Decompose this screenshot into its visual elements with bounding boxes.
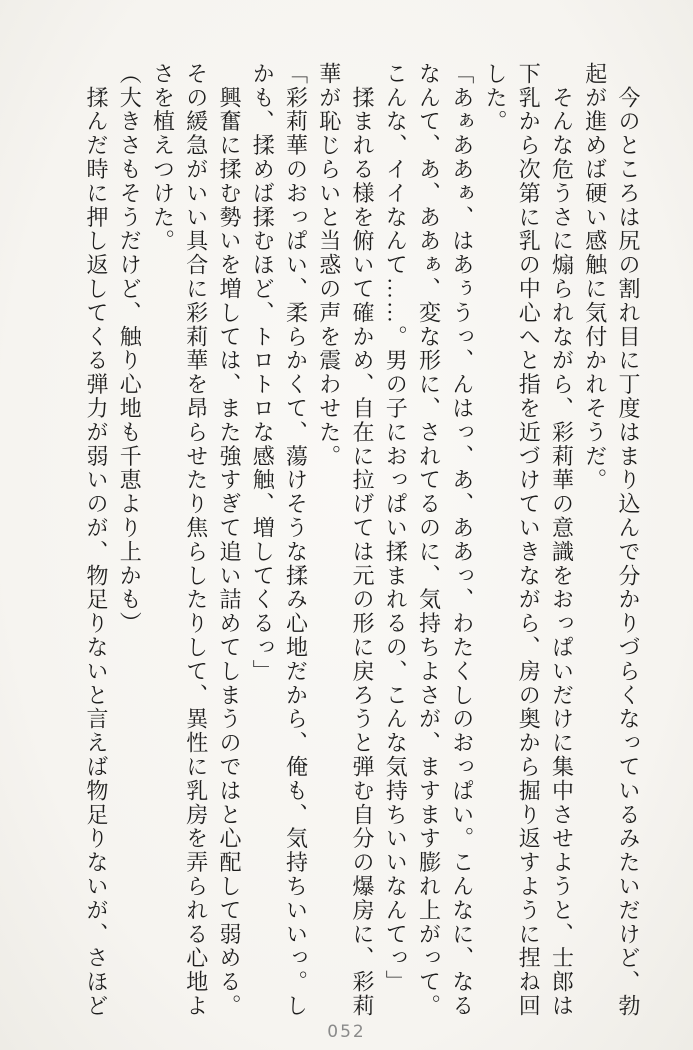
text-column: こんな、イイなんて……。男の子におっぱい揉まれるの、こんな気持ちいいなんてっ」	[383, 62, 409, 995]
text-column: 今のところは尻の割れ目に丁度はまり込んで分かりづらくなっているみたいだけど、勃	[616, 62, 641, 1018]
text-column: かも、揉めば揉むほど、トロトロな感触、増してくるっ」	[250, 62, 276, 684]
text-column: （大きさもそうだけど、触り心地も千恵より上かも）	[117, 62, 143, 636]
text-column: 揉まれる様を俯いて確かめ、自在に拉げては元の形に戻ろうと弾む自分の爆房に、彩莉	[350, 62, 375, 1018]
vertical-text-block	[80, 62, 645, 1018]
text-column: さを植えつけた。	[150, 62, 176, 254]
text-column: した。	[483, 62, 508, 134]
text-column: なんて、あ、ああぁ、変な形に、されてるのに、気持ちよさが、ますます膨れ上がって。	[416, 62, 442, 1018]
page-number: 052	[327, 1022, 366, 1042]
text-column: 起が進めば硬い感触に気付かれそうだ。	[582, 62, 608, 493]
text-column: 華が恥じらいと当惑の声を震わせた。	[316, 62, 342, 469]
text-column: 「彩莉華のおっぱい、柔らかくて、蕩けそうな揉み心地だから、俺も、気持ちいいっ。し	[283, 62, 309, 1018]
text-column: そんな危うさに煽られながら、彩莉華の意識をおっぱいだけに集中させようと、士郎は	[549, 62, 575, 1018]
text-column: 興奮に揉む勢いを増しては、また強すぎて追い詰めてしまうのではと心配して弱める。	[217, 62, 242, 1018]
text-column: 揉んだ時に押し返してくる弾力が弱いのが、物足りないと言えば物足りないが、さほど	[84, 62, 109, 1018]
text-column: 下乳から次第に乳の中心へと指を近づけていきながら、房の奥から掘り返すように捏ね回	[516, 62, 542, 1018]
text-column: その緩急がいい具合に彩莉華を昂らせたり焦らしたりして、異性に乳房を弄られる心地よ	[183, 62, 209, 1018]
text-column: 「あぁああぁ、はあぅうっ、んはっ、あ、ああっ、わたくしのおっぱい。こんなに、なる	[449, 62, 475, 1018]
